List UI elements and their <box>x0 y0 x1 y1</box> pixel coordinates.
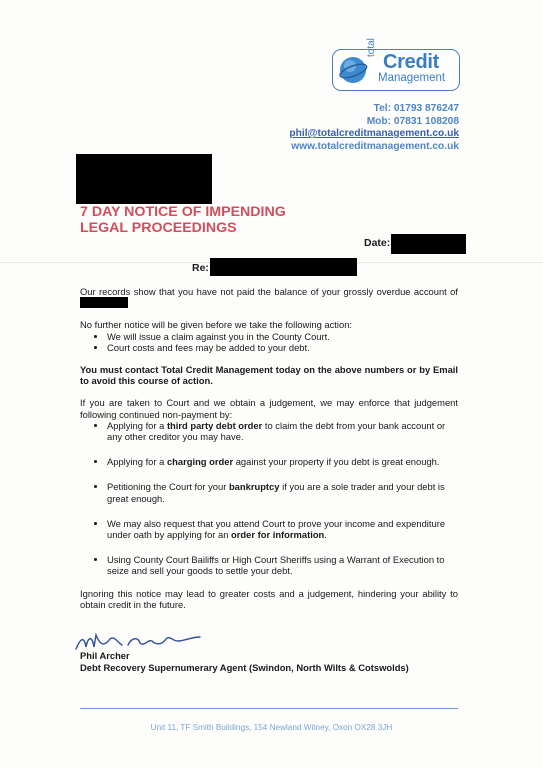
notice-title-line-1: 7 DAY NOTICE OF IMPENDING <box>80 204 286 220</box>
notice-title <box>80 204 286 236</box>
paragraph-closing: Ignoring this notice may lead to greater costs and a judgement, hindering your ability to obtain credit in the future. <box>80 587 458 610</box>
list-item: • Applying for a charging order against your property if you debt is great enough. <box>107 456 458 467</box>
list-item: • We will issue a claim against you in the County Court. <box>107 331 458 342</box>
logo-management-text: Management <box>378 72 446 84</box>
paragraph-contact-warning: You must contact Total Credit Management today on the above numbers or by Email to avoid this course of action. <box>80 364 458 387</box>
redacted-recipient-address <box>76 154 212 204</box>
telephone: Tel: 01793 876247 <box>373 103 459 114</box>
notice-title-line-2: LEGAL PROCEEDINGS <box>80 220 237 236</box>
email-link[interactable]: phil@totalcreditmanagement.co.uk <box>289 128 459 139</box>
logo-credit-text: Credit <box>383 51 439 73</box>
paragraph-overdue: Our records show that you have not paid the balance of your grossly overdue account of <box>80 286 458 308</box>
company-logo <box>332 38 460 91</box>
redacted-reference <box>210 258 357 276</box>
website-link[interactable]: www.totalcreditmanagement.co.uk <box>291 140 459 152</box>
signoff-block <box>80 650 409 673</box>
paragraph-enforcement-intro: If you are taken to Court and we obtain a judgement, we may enforce that judgement following continued non-payment by: <box>80 397 458 420</box>
redacted-amount <box>80 297 128 308</box>
footer-address: Unit 11, TF Smith Buildings, 154 Newland Witney, Oxon OX28 3JH <box>150 723 393 732</box>
redacted-date <box>391 234 466 254</box>
list-item: • Petitioning the Court for your bankruptcy if you are a sole trader and your debt is great enough. <box>107 481 458 503</box>
signatory-name: Phil Archer <box>80 650 130 661</box>
contact-block <box>289 103 459 153</box>
list-item: • We may also request that you attend Court to prove your income and expenditure under oath by applying for an order for information. <box>107 518 458 540</box>
date-label: Date: <box>364 237 391 249</box>
logo-total-text: total <box>366 38 377 57</box>
globe-icon <box>338 55 368 85</box>
signatory-title: Debt Recovery Supernumerary Agent (Swindon, North Wilts & Cotswolds) <box>80 661 409 673</box>
list-item: • Applying for a third party debt order to claim the debt from your bank account or any other creditor you may have. <box>107 420 458 442</box>
mobile: Mob: 07831 108208 <box>366 115 459 127</box>
letter-body <box>80 286 458 621</box>
action-list <box>80 331 458 353</box>
re-label: Re: <box>192 262 209 274</box>
footer-divider <box>80 708 458 709</box>
enforcement-list <box>80 420 458 577</box>
paragraph-no-further-notice: No further notice will be given before we take the following action: <box>80 319 353 331</box>
list-item: • Court costs and fees may be added to your debt. <box>107 342 458 353</box>
list-item: • Using County Court Bailiffs or High Court Sheriffs using a Warrant of Execution to seize and sell your goods to settle your debt. <box>107 554 458 576</box>
